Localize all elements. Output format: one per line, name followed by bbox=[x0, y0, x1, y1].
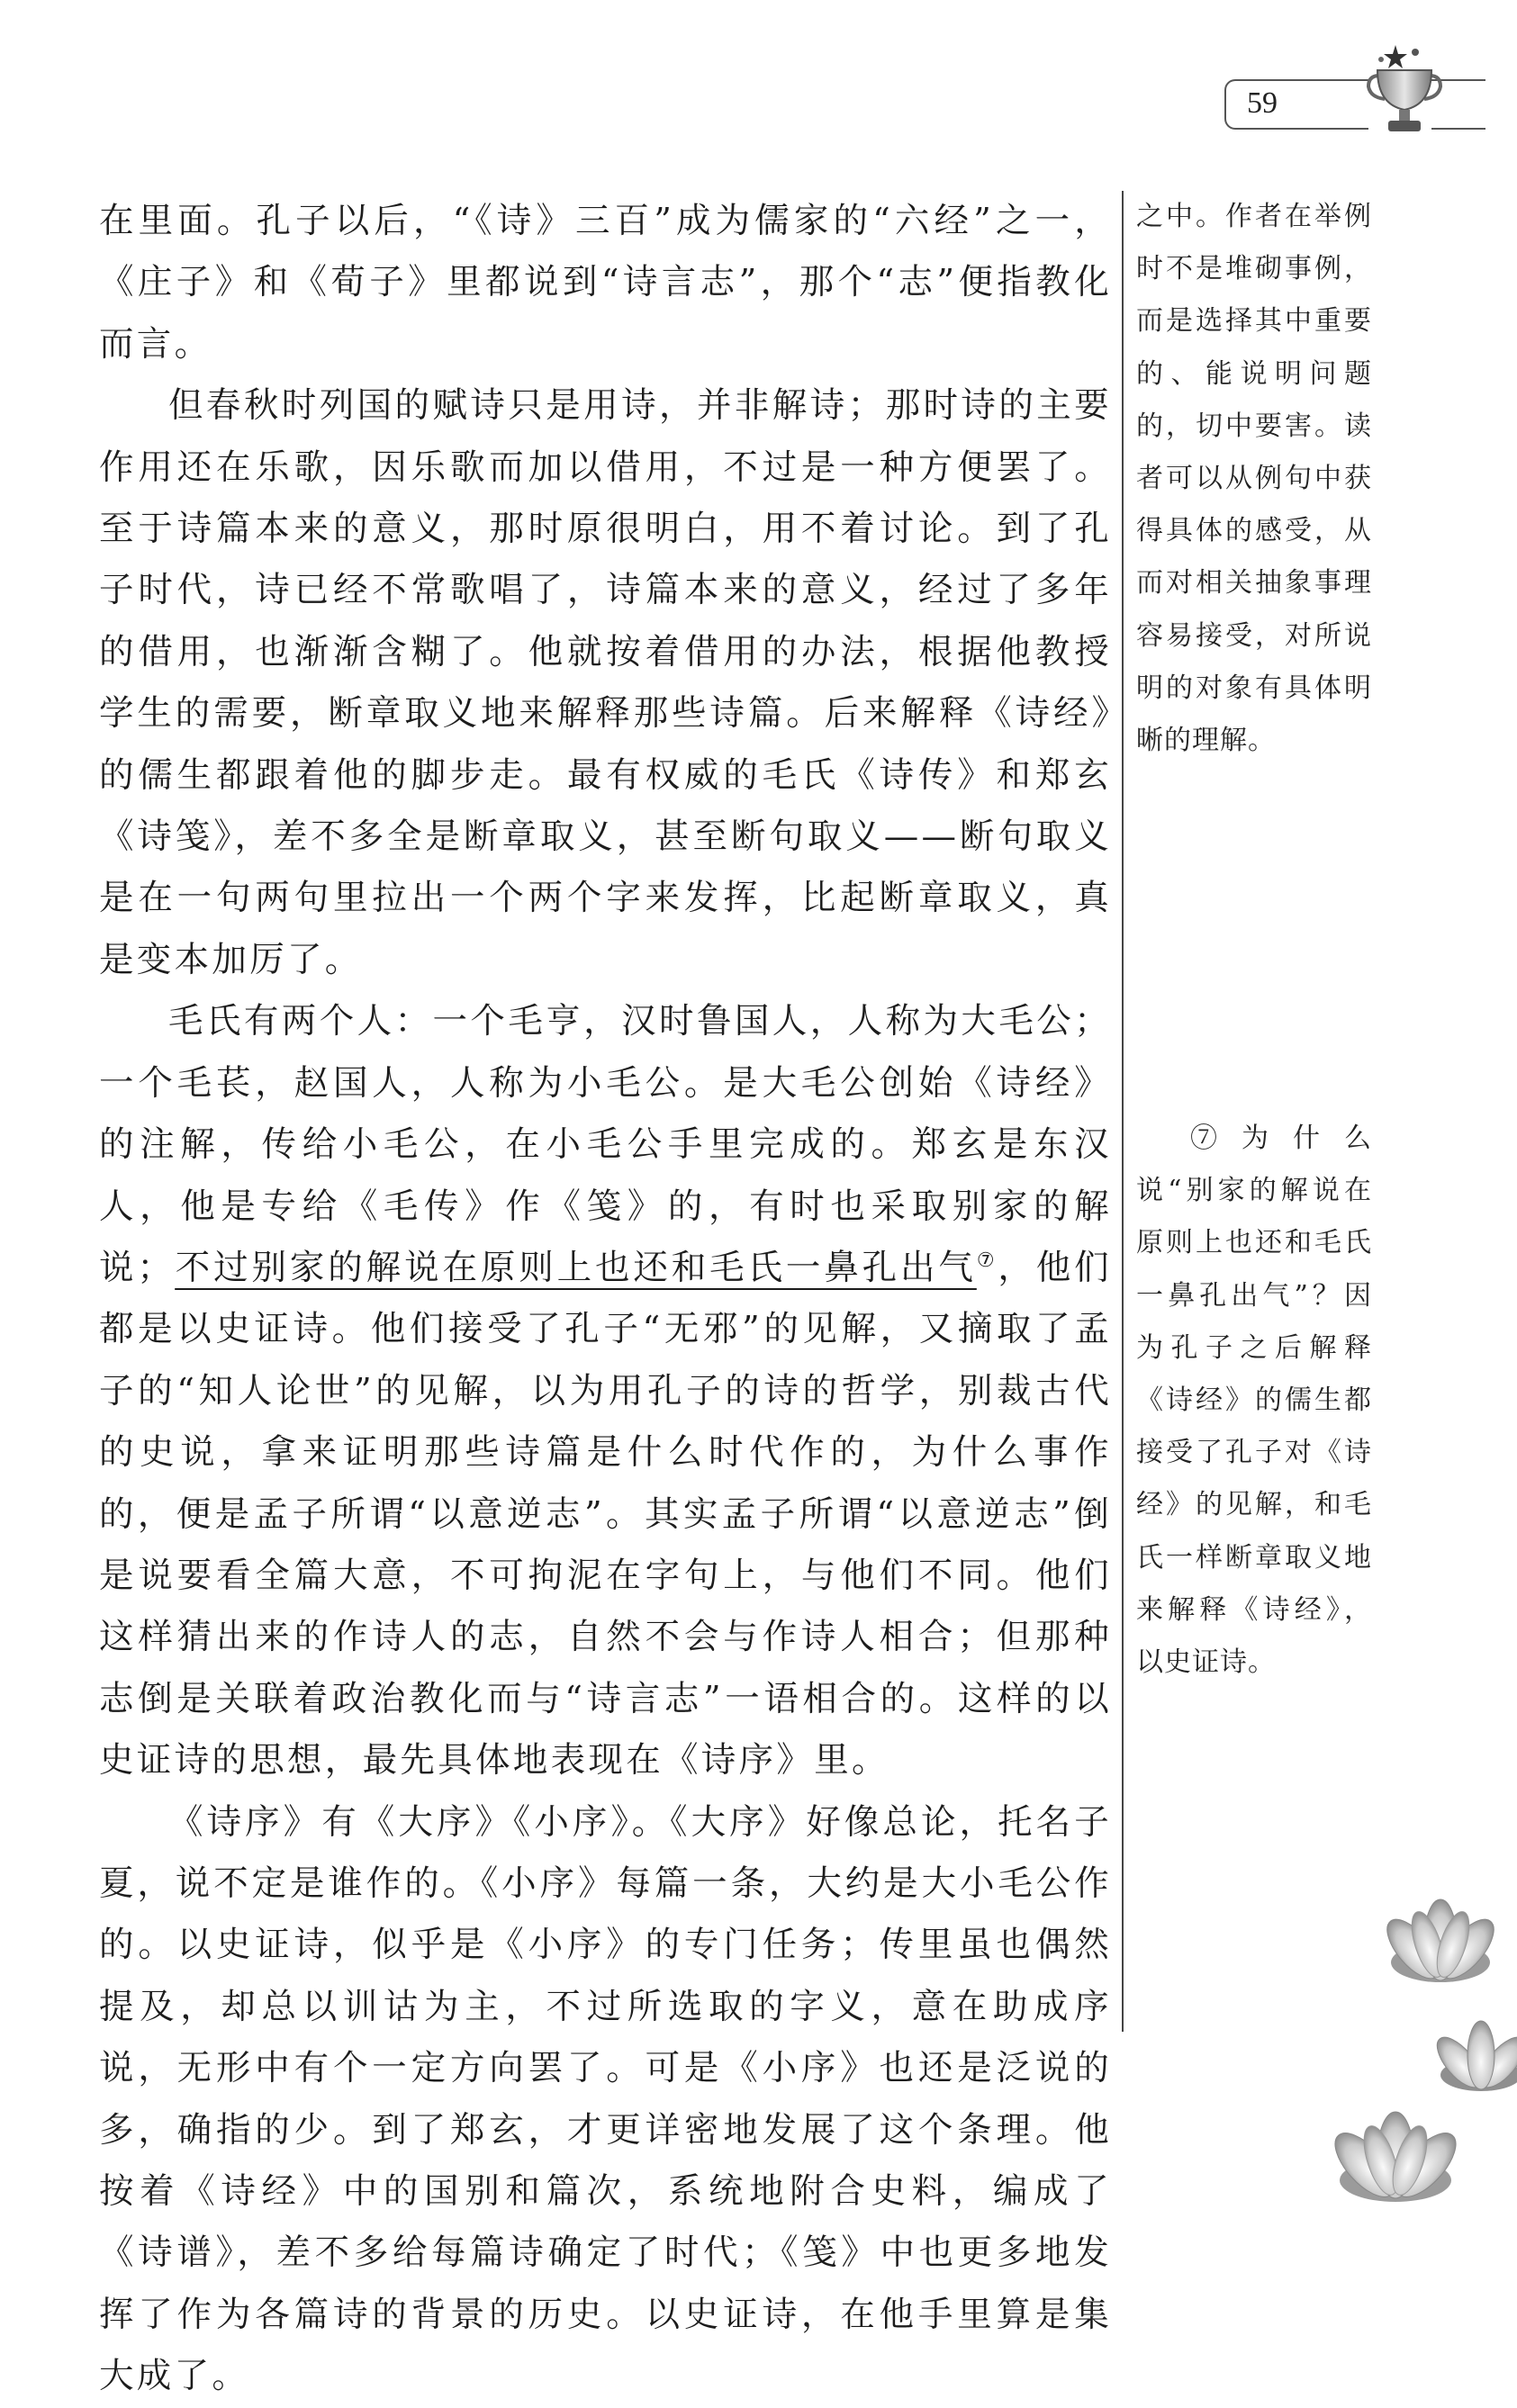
underlined-sentence: 不过别家的解说在原则上也还和毛氏一鼻孔出气 bbox=[175, 1247, 977, 1288]
paragraph-3 bbox=[99, 991, 1112, 1791]
paragraph-3-rest: ，他们都是以史证诗。他们接受了孔子“无邪”的见解，又摘取了孟子的“知人论世”的见解，以为用孔子的诗的哲学，别裁古代的史说，拿来证明那些诗篇是什么时代作的，为什么事作的，便是孟子所谓“以意逆志”。其实孟子所谓“以意逆志”倒是说要看全篇大意，不可拘泥在字句上，与他们不同。他们这样猜出来的作诗人的志，自然不会与作诗人相合；但那种志倒是关联着政治教化而与“诗言志”一语相合的。这样的以史证诗的思想，最先具体地表现在《诗序》里。 bbox=[99, 1247, 1112, 1781]
paragraph-1: 在里面。孔子以后，“《诗》三百”成为儒家的“六经”之一，《庄子》和《荀子》里都说到“诗言志”，那个“志”便指教化而言。 bbox=[99, 201, 1112, 365]
page-number-frame bbox=[1224, 79, 1368, 130]
side-note-2 bbox=[1136, 1113, 1372, 1689]
main-text bbox=[99, 191, 1112, 2408]
page-number: 59 bbox=[1247, 86, 1278, 120]
trophy-icon bbox=[1359, 40, 1449, 139]
side-note-1-text: 之中。作者在举例时不是堆砌事例，而是选择其中重要的、能说明问题的，切中要害。读者可以从例句中获得具体的感受，从而对相关抽象事理容易接受，对所说明的对象有具体明晰的理解。 bbox=[1136, 201, 1372, 757]
paragraph-4: 《诗序》有《大序》《小序》。《大序》好像总论，托名子夏，说不定是谁作的。《小序》每篇一条，大约是大小毛公作的。以史证诗，似乎是《小序》的专门任务；传里虽也偶然提及，却总以训诂为主，不过所选取的字义，意在助成序说，无形中有个一定方向罢了。可是《小序》也还是泛说的多，确指的少。到了郑玄，才更详密地发展了这个条理。他按着《诗经》中的国别和篇次，系统地附合史料，编成了《诗谱》，差不多给每篇诗确定了时代；《笺》中也更多地发挥了作为各篇诗的背景的历史。以史证诗，在他手里算是集大成了。 bbox=[99, 1801, 1112, 2397]
lotus-flower-decoration bbox=[1332, 1872, 1517, 2221]
column-divider bbox=[1122, 191, 1124, 2032]
note-marker-7: ⑦ bbox=[976, 1249, 998, 1273]
side-note-1 bbox=[1136, 191, 1372, 767]
paragraph-3-intro: 毛氏有两个人：一个毛亨，汉时鲁国人，人称为大毛公；一个毛苌，赵国人，人称为小毛公。是大毛公创始《诗经》的注解，传给小毛公，在小毛公手里完成的。郑玄是东汉人，他是专给《毛传》作《笺》的，有时也采取别家的解说； bbox=[99, 1001, 1112, 1288]
paragraph-2: 但春秋时列国的赋诗只是用诗，并非解诗；那时诗的主要作用还在乐歌，因乐歌而加以借用，不过是一种方便罢了。至于诗篇本来的意义，那时原很明白，用不着讨论。到了孔子时代，诗已经不常歌唱了，诗篇本来的意义，经过了多年的借用，也渐渐含糊了。他就按着借用的办法，根据他教授学生的需要，断章取义地来解释那些诗篇。后来解释《诗经》的儒生都跟着他的脚步走。最有权威的毛氏《诗传》和郑玄《诗笺》，差不多全是断章取义，甚至断句取义——断句取义是在一句两句里拉出一个两个字来发挥，比起断章取义，真是变本加厉了。 bbox=[99, 385, 1112, 980]
side-note-2-text: ⑦为什么说“别家的解说在原则上也还和毛氏一鼻孔出气”？因为孔子之后解释《诗经》的儒生都接受了孔子对《诗经》的见解，和毛氏一样断章取义地来解释《诗经》，以史证诗。 bbox=[1136, 1123, 1372, 1679]
